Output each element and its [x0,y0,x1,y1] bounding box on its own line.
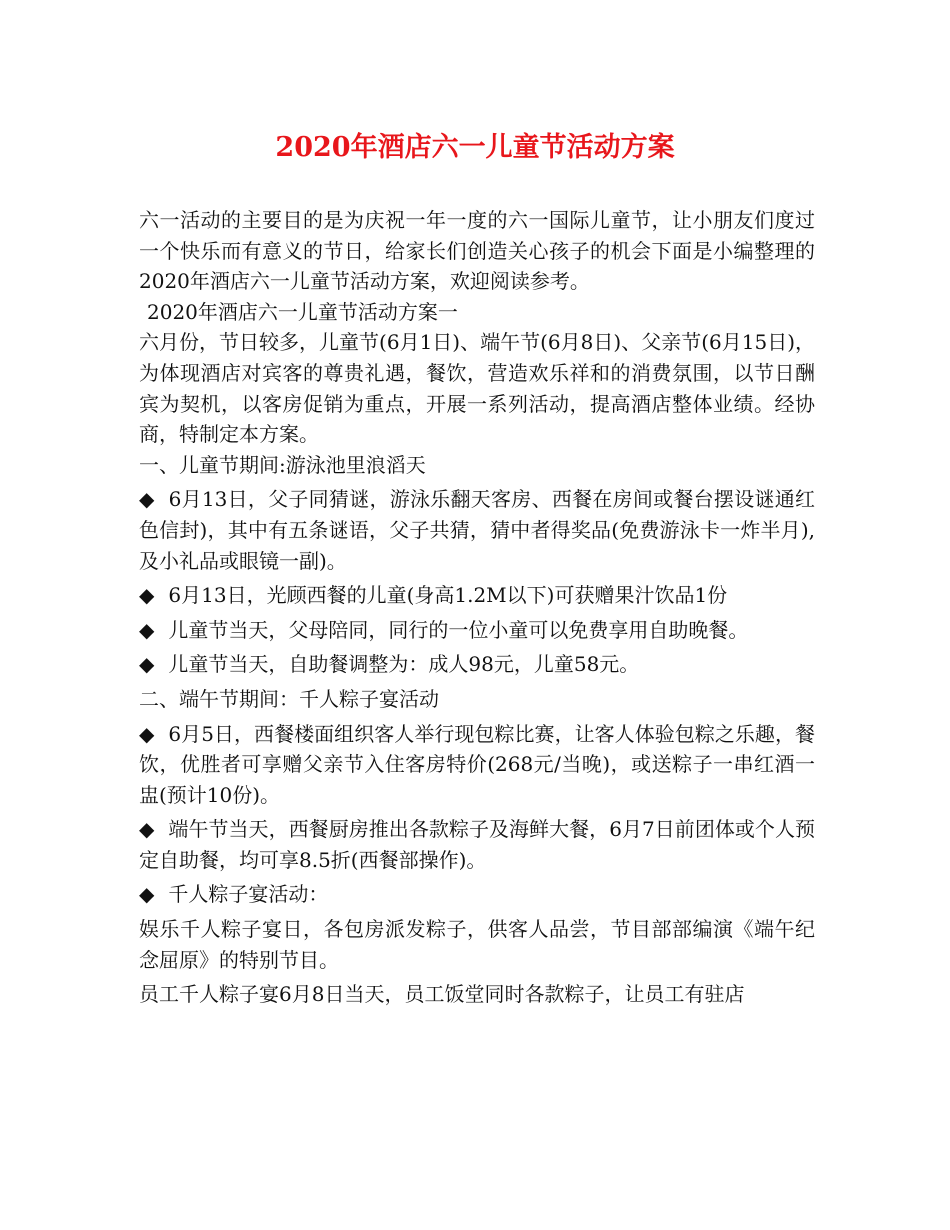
plan-heading: 2020年酒店六一儿童节活动方案一 [147,299,458,324]
section1-item-1: ◆ 6月13日，父子同猜谜，游泳乐翻天客房、西餐在房间或餐台摆设谜通红色信封)，其中有五条谜语，父子共猜，猜中者得奖品(免费游泳卡一炸半月),及小礼品或眼镜一副)。 [139,484,815,576]
document-body [139,205,815,1010]
intro-paragraph: 六一活动的主要目的是为庆祝一年一度的六一国际儿童节，让小朋友们度过一个快乐而有意义的节日，给家长们创造关心孩子的机会下面是小编整理的2020年酒店六一儿童节活动方案，欢迎阅读参考。 [139,208,815,294]
section2-item-1: ◆ 6月5日，西餐楼面组织客人举行现包粽比赛，让客人体验包粽之乐趣，餐饮，优胜者可享赠父亲节入住客房特价(268元/当晚)，或送粽子一串红酒一盅(预计10份)。 [139,719,815,811]
document-title: 2020年酒店六一儿童节活动方案 [275,132,675,163]
section2-text-2: 员工千人粽子宴6月8日当天，员工饭堂同时各款粽子，让员工有驻店 [139,982,745,1007]
section1-item-2: ◆ 6月13日，光顾西餐的儿童(身高1.2M以下)可获赠果汁饮品1份 [139,580,815,611]
section1-item-3: ◆ 儿童节当天，父母陪同，同行的一位小童可以免费享用自助晚餐。 [139,615,815,646]
section2-item-2: ◆ 端午节当天，西餐厨房推出各款粽子及海鲜大餐，6月7日前团体或个人预定自助餐，均可享8.5折(西餐部操作)。 [139,814,815,875]
background-paragraph: 六月份，节日较多，儿童节(6月1日)、端午节(6月8日)、父亲节(6月15日)，为体现酒店对宾客的尊贵礼遇，餐饮，营造欢乐祥和的消费氛围，以节日酬宾为契机，以客房促销为重点，开展一系列活动，提高酒店整体业绩。经协商，特制定本方案。 [139,330,815,447]
section1-item-4: ◆ 儿童节当天，自助餐调整为：成人98元，儿童58元。 [139,649,815,680]
section2-item-3: ◆ 千人粽子宴活动： [139,879,815,910]
section2-heading: 二、端午节期间：千人粽子宴活动 [139,686,439,711]
section1-heading: 一、儿童节期间:游泳池里浪滔天 [139,452,426,477]
section2-text-1: 娱乐千人粽子宴日，各包房派发粽子，供客人品尝，节目部部编演《端午纪念屈原》的特别节目。 [139,917,815,972]
